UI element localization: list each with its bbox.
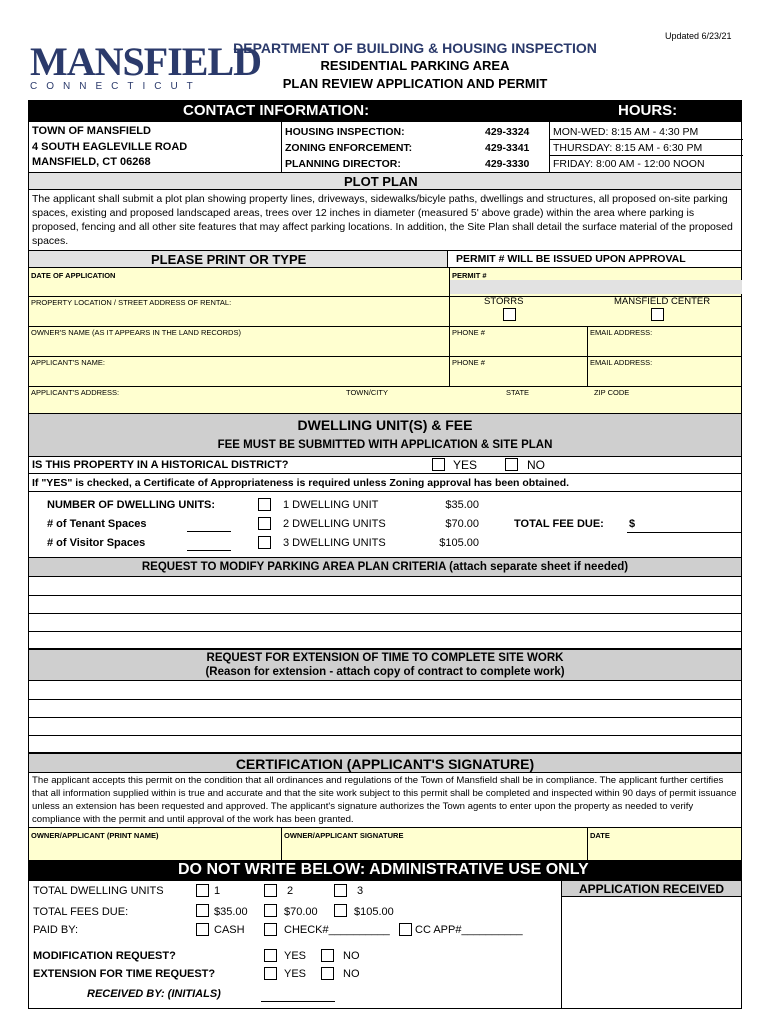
dept-line: ZONING ENFORCEMENT: [285,142,413,154]
admin-unit3-checkbox[interactable] [334,884,347,897]
cash-label: CASH [214,924,245,936]
unit1-price: $35.00 [445,499,479,511]
contact-header-bar [28,100,742,122]
extension-bar [28,649,742,681]
admin-unit1-label: 1 [214,885,221,897]
phone-list [485,124,529,172]
mansfield-center-checkbox[interactable] [651,308,664,321]
cc-label: CC APP#__________ [415,924,523,936]
print-type-heading: PLEASE PRINT OR TYPE [151,252,307,267]
department-name: DEPARTMENT OF BUILDING & HOUSING INSPECTION [233,40,597,56]
hours-list [553,124,705,172]
admin-unit3-label: 3 [357,885,364,897]
unit3-label: 3 DWELLING UNITS [283,537,386,549]
phone-line: 429-3324 [485,126,530,138]
date-label: DATE OF APPLICATION [31,271,116,280]
admin-fee2-label: $70.00 [284,906,318,918]
dept-line: HOUSING INSPECTION: [285,126,405,138]
cash-checkbox[interactable] [196,923,209,936]
state-label: STATE [506,388,530,397]
modify-lines[interactable] [28,577,742,649]
admin-bar [28,861,742,881]
extension-label: EXTENSION FOR TIME REQUEST? [33,968,216,980]
fee-heading: DWELLING UNIT(S) & FEE [297,417,473,433]
tenant-input-line[interactable] [187,531,231,532]
admin-fee2-checkbox[interactable] [264,904,277,917]
department-list [285,124,412,172]
paid-by-label: PAID BY: [33,924,79,936]
unit3-price: $105.00 [439,537,479,549]
permit-input [450,280,742,294]
applicant-email-label: EMAIL ADDRESS: [590,358,653,367]
admin-fee1-checkbox[interactable] [196,904,209,917]
total-fee-line[interactable] [627,532,741,533]
unit2-label: 2 DWELLING UNITS [283,518,386,530]
received-by-label: RECEIVED BY: (INITIALS) [87,988,221,1000]
total-fees-label: TOTAL FEES DUE: [33,906,129,918]
storrs-label: STORRS [484,296,524,307]
hours-line: MON-WED: 8:15 AM - 4:30 PM [553,126,699,138]
initials-line[interactable] [261,1001,335,1002]
owner-email-label: EMAIL ADDRESS: [590,328,653,337]
admin-fee3-checkbox[interactable] [334,904,347,917]
contact-heading: CONTACT INFORMATION: [183,102,370,119]
modification-no-checkbox[interactable] [321,949,334,962]
permit-bar [448,250,742,268]
applicant-phone-label: PHONE # [452,358,485,367]
form-title-1: RESIDENTIAL PARKING AREA [320,58,510,73]
address-line: MANSFIELD, CT 06268 [32,156,151,168]
owner-phone-label: PHONE # [452,328,485,337]
admin-fee1-label: $35.00 [214,906,248,918]
visitor-label: # of Visitor Spaces [47,537,146,549]
extension-heading-1: REQUEST FOR EXTENSION OF TIME TO COMPLETE SITE WORK [206,652,564,664]
historical-no-label: NO [527,458,545,472]
historical-yes-checkbox[interactable] [432,458,445,471]
modification-no-label: NO [343,950,360,962]
plot-plan-bar [28,172,742,190]
town-address [32,124,187,171]
storrs-checkbox[interactable] [503,308,516,321]
phone-line: 429-3341 [485,142,530,154]
modify-heading: REQUEST TO MODIFY PARKING AREA PLAN CRITERIA (attach separate sheet if needed) [141,561,629,573]
plot-plan-heading: PLOT PLAN [344,174,418,189]
fee-header [28,413,742,457]
dept-line: PLANNING DIRECTOR: [285,158,401,170]
admin-heading: DO NOT WRITE BELOW: ADMINISTRATIVE USE ONLY [178,861,589,878]
historical-yes-label: YES [453,458,478,472]
modification-yes-label: YES [284,950,307,962]
date-input[interactable] [31,280,446,294]
historical-question: IS THIS PROPERTY IN A HISTORICAL DISTRICT? [32,459,289,471]
app-address-label: APPLICANT'S ADDRESS: [31,388,120,397]
certification-text: The applicant accepts this permit on the condition that all ordinances and regulations of the Town of Mansfield shall be in compliance. The applicant further certifies that all information supplied within is true and accurate and that the site work subject to this permit shall be completed and inspected within 90 days of permit issuance unless an extension has been requested and approved. The applicant's signature authorizes the Town agents to enter upon the property as needed to verify compliance with the permit and until approval of the work has been granted. [28,773,742,827]
extension-yes-label: YES [284,968,307,980]
hours-heading: HOURS: [618,102,678,119]
applicant-label: APPLICANT'S NAME: [31,358,105,367]
certification-heading: CERTIFICATION (APPLICANT'S SIGNATURE) [235,756,535,772]
location-label: PROPERTY LOCATION / STREET ADDRESS OF RENTAL: [31,298,232,307]
fee-subheading: FEE MUST BE SUBMITTED WITH APPLICATION & SITE PLAN [217,439,553,451]
received-heading: APPLICATION RECEIVED [578,882,725,896]
signature-label: OWNER/APPLICANT SIGNATURE [284,831,404,840]
admin-unit2-checkbox[interactable] [264,884,277,897]
mansfield-center-label: MANSFIELD CENTER [614,296,711,307]
town-label: TOWN/CITY [346,388,388,397]
print-name-label: OWNER/APPLICANT (PRINT NAME) [31,831,159,840]
permit-heading: PERMIT # WILL BE ISSUED UPON APPROVAL [456,253,686,265]
extension-lines[interactable] [28,681,742,753]
updated-date: Updated 6/23/21 [665,31,732,41]
admin-unit2-label: 2 [287,885,294,897]
zip-label: ZIP CODE [594,388,630,397]
owner-label: OWNER'S NAME (AS IT APPEARS IN THE LAND RECORDS) [31,328,241,337]
plot-plan-text: The applicant shall submit a plot plan showing property lines, driveways, sidewalks/bicyle paths, dwellings and structures, all proposed on-site parking spaces, existing and proposed landscaped areas, trees over 12 inches in diameter (measured 5' above grade) within the area where parking is proposed, fencing and all other site features that may affect parking locations. In addition, the Site Plan shall detail the surface material of the proposed spaces. [28,190,742,250]
location-input[interactable] [31,308,446,324]
unit3-checkbox[interactable] [258,536,271,549]
historical-no-checkbox[interactable] [505,458,518,471]
admin-section [28,881,742,1009]
modification-yes-checkbox[interactable] [264,949,277,962]
historical-note: If "YES" is checked, a Certificate of Appropriateness is required unless Zoning approval has been obtained. [32,477,570,489]
address-line: 4 SOUTH EAGLEVILLE ROAD [32,140,188,153]
applicant-form [28,268,742,413]
address-line: TOWN OF MANSFIELD [32,125,151,137]
print-type-bar [28,250,448,268]
contact-block [28,122,742,172]
admin-unit1-checkbox[interactable] [196,884,209,897]
certification-bar [28,753,742,773]
admin-fee3-label: $105.00 [354,906,394,918]
fee-section [28,457,742,557]
modify-bar [28,557,742,577]
visitor-input-line[interactable] [187,550,231,551]
signature-row [28,827,742,861]
total-units-label: TOTAL DWELLING UNITS [33,885,164,897]
tenant-label: # of Tenant Spaces [47,518,147,530]
unit1-checkbox[interactable] [258,498,271,511]
form-title-2: PLAN REVIEW APPLICATION AND PERMIT [282,76,548,91]
logo-text: MANSFIELD [30,39,262,84]
dollar-sign: $ [629,518,636,530]
cc-checkbox[interactable] [399,923,412,936]
total-fee-label: TOTAL FEE DUE: [514,518,604,530]
units-label: NUMBER OF DWELLING UNITS: [47,499,216,511]
received-header [562,881,741,897]
logo-subtext: CONNECTICUT [30,81,202,92]
extension-no-checkbox[interactable] [321,967,334,980]
extension-yes-checkbox[interactable] [264,967,277,980]
extension-no-label: NO [343,968,360,980]
phone-line: 429-3330 [485,158,530,170]
permit-label: PERMIT # [452,271,487,280]
date-sig-label: DATE [590,831,610,840]
check-label: CHECK#__________ [284,924,390,936]
unit2-checkbox[interactable] [258,517,271,530]
unit2-price: $70.00 [445,518,479,530]
modification-label: MODIFICATION REQUEST? [33,950,176,962]
extension-heading-2: (Reason for extension - attach copy of contract to complete work) [205,666,565,678]
mansfield-logo [30,38,262,92]
check-checkbox[interactable] [264,923,277,936]
hours-line: FRIDAY: 8:00 AM - 12:00 NOON [553,158,705,170]
hours-line: THURSDAY: 8:15 AM - 6:30 PM [553,142,703,154]
unit1-label: 1 DWELLING UNIT [283,499,379,511]
